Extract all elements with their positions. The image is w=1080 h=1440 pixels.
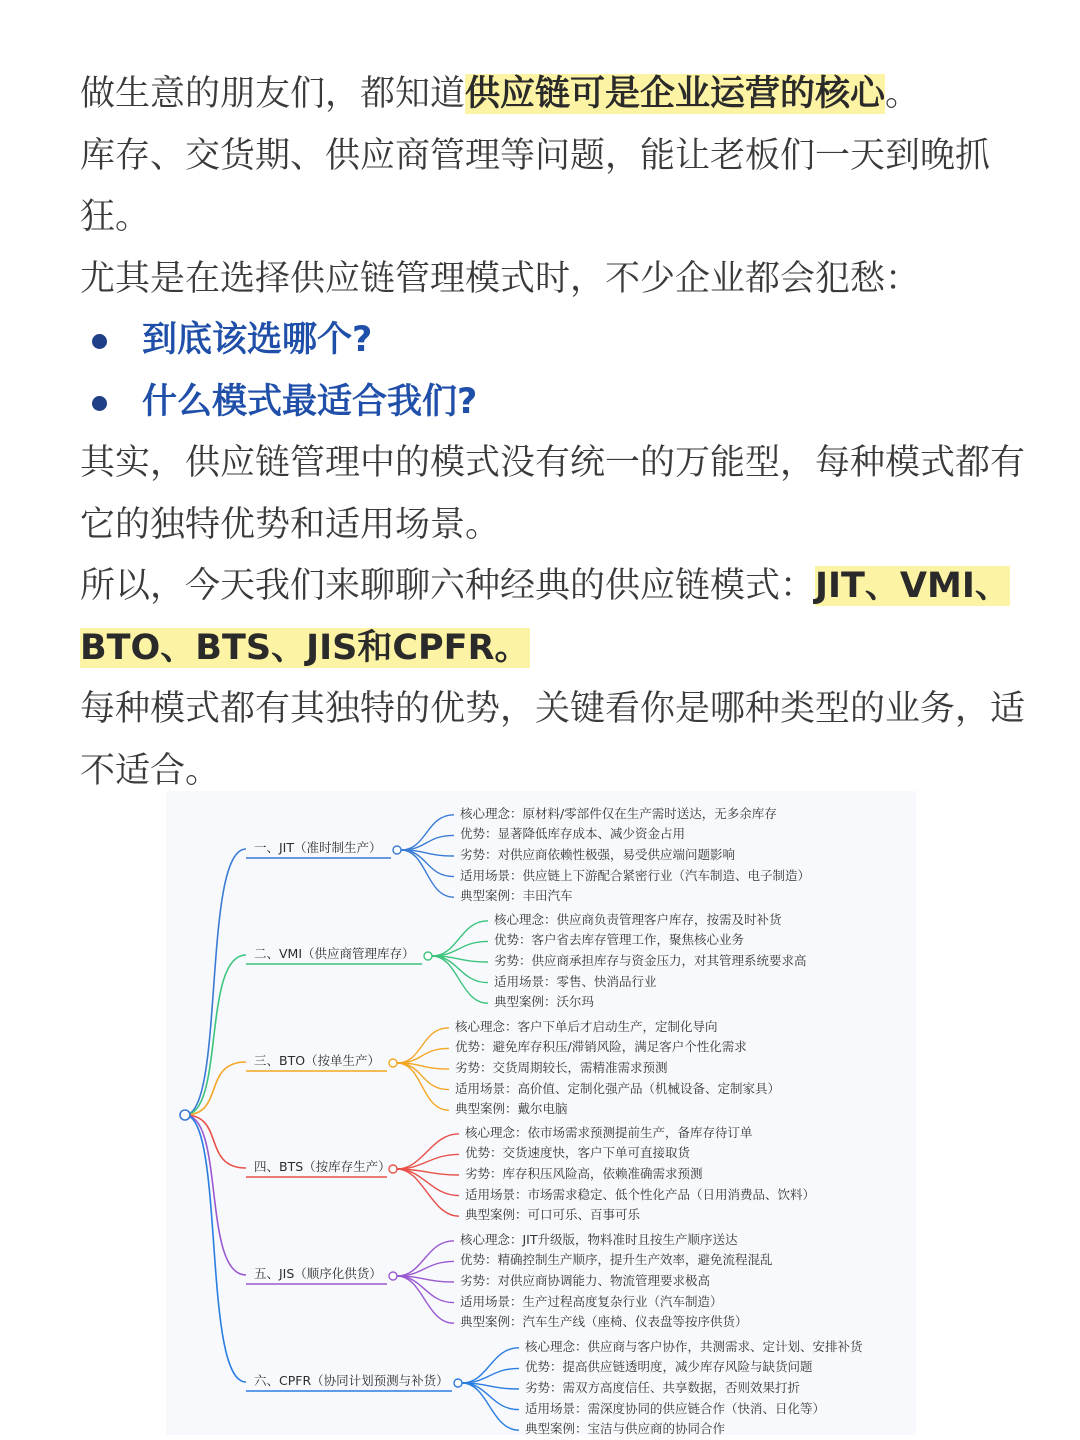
question-item [80, 310, 1030, 372]
leaf-connector [462, 1383, 519, 1410]
intro-paragraph-5 [80, 556, 1030, 679]
branch-label: 二、VMI（供应商管理库存） [254, 946, 415, 961]
supply-chain-mindmap [166, 791, 916, 1435]
leaf-label: 核心理念：供应商与客户协作，共测需求、定计划、安排补货 [525, 1338, 863, 1354]
leaf-connector [397, 1048, 449, 1063]
leaf-label: 适用场景：市场需求稳定、低个性化产品（日用消费品、饮料） [465, 1186, 816, 1202]
bullet-dot-icon [92, 396, 107, 411]
intro-paragraph-3: 尤其是在选择供应链管理模式时，不少企业都会犯愁： [80, 258, 921, 299]
branch-node-icon[interactable] [389, 1272, 397, 1280]
leaf-label: 典型案例：沃尔玛 [494, 994, 595, 1010]
branch-node-icon[interactable] [454, 1379, 462, 1387]
leaf-label: 优势：显著降低库存成本、减少资金占用 [460, 826, 686, 842]
leaf-label: 劣势：对供应商协调能力、物流管理要求极高 [460, 1273, 711, 1288]
leaf-connector [397, 1063, 449, 1090]
leaf-label: 优势：精确控制生产顺序，提升生产效率，避免流程混乱 [460, 1252, 773, 1268]
leaf-connector [432, 941, 488, 956]
leaf-label: 适用场景：需深度协同的供应链合作（快消、日化等） [525, 1400, 826, 1416]
branch-node-icon[interactable] [424, 952, 432, 960]
root-node-icon[interactable] [180, 1110, 190, 1120]
branch-connector [185, 1115, 246, 1382]
branch-connector [185, 955, 246, 1115]
leaf-connector [397, 1169, 459, 1216]
intro-paragraph-6: 每种模式都有其独特的优势，关键看你是哪种类型的业务，适不适合。 [80, 689, 1026, 791]
branch-label: 五、JIS（顺序化供货） [254, 1266, 382, 1281]
bullet-dot-icon [92, 334, 107, 349]
leaf-label: 典型案例：戴尔电脑 [455, 1101, 568, 1117]
leaf-connector [462, 1383, 519, 1430]
leaf-label: 优势：提高供应链透明度，减少库存风险与缺货问题 [525, 1359, 813, 1375]
leaf-connector [432, 956, 488, 1003]
intro-p5-highlight: JIT、VMI、BTO、BTS、JIS和CPFR。 [80, 566, 1010, 668]
leaf-label: 优势：避免库存积压/滞销风险，满足客户个性化需求 [455, 1039, 747, 1055]
branch-label: 六、CPFR（协同计划预测与补货） [254, 1373, 449, 1388]
leaf-connector [397, 1276, 454, 1303]
branch-connector [185, 1115, 246, 1275]
leaf-label: 劣势：需双方高度信任、共享数据，否则效果打折 [525, 1380, 801, 1395]
intro-p5-text: 所以，今天我们来聊聊六种经典的供应链模式： [80, 566, 816, 606]
leaf-label: 典型案例：宝洁与供应商的协同合作 [525, 1421, 726, 1437]
leaf-label: 核心理念：依市场需求预测提前生产，备库存待订单 [465, 1124, 753, 1140]
intro-p1-end: 。 [885, 74, 921, 114]
leaf-label: 劣势：库存积压风险高，依赖准确需求预测 [465, 1166, 703, 1181]
leaf-label: 优势：客户省去库存管理工作，聚焦核心业务 [494, 932, 745, 948]
branch-label: 四、BTS（按库存生产） [254, 1159, 391, 1174]
branch-label: 三、BTO（按单生产） [254, 1053, 381, 1068]
branch-node-icon[interactable] [393, 846, 401, 854]
branch-connector [185, 849, 246, 1115]
leaf-connector [397, 1134, 459, 1169]
leaf-connector [432, 956, 488, 983]
leaf-label: 优势：交货速度快，客户下单可直接取货 [465, 1145, 691, 1161]
branch-label: 一、JIT（准时制生产） [254, 840, 382, 855]
leaf-label: 适用场景：生产过程高度复杂行业（汽车制造） [460, 1293, 723, 1309]
leaf-label: 适用场景：供应链上下游配合紧密行业（汽车制造、电子制造） [460, 867, 811, 883]
intro-paragraph-1 [80, 64, 1030, 126]
leaf-connector [401, 850, 454, 897]
leaf-connector [401, 815, 454, 850]
leaf-connector [432, 921, 488, 956]
leaf-connector [462, 1348, 519, 1383]
question-item [80, 372, 1030, 434]
branch-node-icon[interactable] [389, 1059, 397, 1067]
leaf-label: 劣势：供应商承担库存与资金压力，对其管理系统要求高 [494, 953, 807, 968]
leaf-label: 劣势：交货周期较长，需精准需求预测 [455, 1060, 668, 1075]
question-list [80, 310, 1030, 433]
intro-paragraph-4: 其实，供应链管理中的模式没有统一的万能型，每种模式都有它的独特优势和适用场景。 [80, 443, 1026, 545]
leaf-label: 典型案例：可口可乐、百事可乐 [465, 1207, 641, 1223]
question-text: 到底该选哪个? [142, 320, 373, 360]
intro-paragraph-2: 库存、交货期、供应商管理等问题，能让老板们一天到晚抓狂。 [80, 135, 991, 237]
article-text [80, 64, 1030, 802]
intro-p1-highlight: 供应链可是企业运营的核心 [465, 74, 886, 114]
leaf-connector [397, 1028, 449, 1063]
leaf-label: 典型案例：汽车生产线（座椅、仪表盘等按序供货） [460, 1314, 748, 1330]
question-text: 什么模式最适合我们? [142, 381, 478, 422]
leaf-label: 适用场景：零售、快消品行业 [494, 973, 657, 989]
leaf-label: 核心理念：JIT升级版，物料准时且按生产顺序送达 [460, 1231, 738, 1247]
leaf-connector [401, 850, 454, 877]
leaf-connector [397, 1169, 459, 1196]
leaf-connector [397, 1276, 454, 1323]
leaf-label: 劣势：对供应商依赖性极强，易受供应端问题影响 [460, 847, 736, 862]
branch-connector [185, 1115, 246, 1168]
branch-connector [185, 1062, 246, 1115]
leaf-connector [397, 1063, 449, 1110]
leaf-connector [397, 1241, 454, 1276]
leaf-label: 核心理念：供应商负责管理客户库存，按需及时补货 [494, 911, 782, 927]
leaf-label: 典型案例：丰田汽车 [460, 888, 573, 904]
leaf-connector [401, 835, 454, 850]
leaf-label: 核心理念：客户下单后才启动生产，定制化导向 [455, 1018, 718, 1034]
leaf-label: 核心理念：原材料/零部件仅在生产需时送达，无多余库存 [460, 805, 777, 821]
leaf-label: 适用场景：高价值、定制化强产品（机械设备、定制家具） [455, 1080, 781, 1096]
intro-p1-text: 做生意的朋友们，都知道 [80, 74, 466, 114]
